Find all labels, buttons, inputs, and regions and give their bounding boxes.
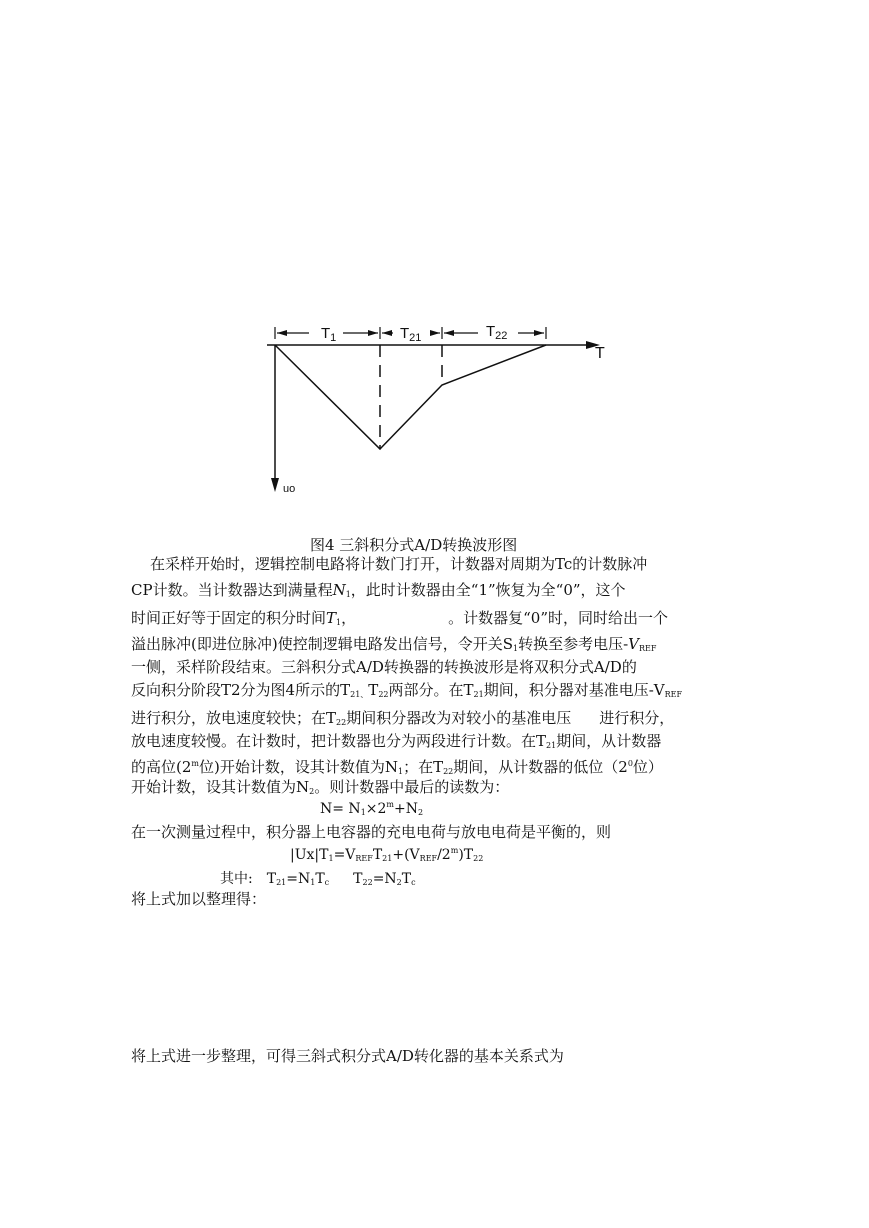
waveform-diagram [255, 300, 615, 515]
label-t22: $T_{22}$ [486, 323, 508, 342]
para1-line7: 进行积分，放电速度较快；在$T_{22}$期间积分器改为对较小的基准电压 进行积分， [131, 709, 675, 727]
para1-line6: 反向积分阶段T2分为图4所示的$T_{21、}T_{22}$两部分。在$T_{21}$期间，积分器对基准电压$-V_{REF}$ [131, 681, 683, 699]
figure-caption: 图4 三斜积分式A/D转换波形图 [310, 536, 518, 554]
dim-arrow [277, 330, 287, 336]
para3-line1: 将上式加以整理得： [131, 890, 267, 908]
formula-charge-balance: $|Ux|T_1=V_{REF}T_{21}+(V_{REF}/2^m)T_{22}$ [290, 846, 484, 863]
dim-arrow [368, 330, 378, 336]
para1-line2: CP计数。当计数器达到满量程$N_1$，此时计数器由全“1”恢复为全“0”，这个 [131, 581, 626, 599]
waveform-figure [255, 300, 615, 515]
para4-line1: 将上式进一步整理，可得三斜式积分式A/D转化器的基本关系式为 [131, 1047, 564, 1065]
label-t1: $T_1$ [321, 325, 337, 344]
uo-axis-arrow [271, 478, 279, 492]
para1-line9: 的高位(2$^m$位)开始计数，设其计数值为$N_1$；在$T_{22}$期间，从计数器的低位（$2^0$位） [131, 758, 663, 776]
para1-line3: 时间正好等于固定的积分时间$T_1$， 。计数器复“0”时，同时给出一个 [131, 609, 669, 627]
dim-arrow [382, 330, 392, 336]
integrator-waveform [275, 345, 546, 449]
dim-arrow [430, 330, 440, 336]
axis-label-uo: uo [283, 483, 296, 495]
formula-where: 其中: $T_{21}=N_1T_c$ $T_{22}=N_2T_c$ [220, 871, 416, 887]
para1-line1: 在采样开始时，逻辑控制电路将计数门打开，计数器对周期为Tc的计数脉冲 [150, 555, 648, 573]
dim-arrow [444, 330, 454, 336]
para1-line10: 开始计数，设其计数值为$N_2$。则计数器中最后的读数为： [131, 778, 510, 796]
para1-line5: 一侧，采样阶段结束。三斜积分式A/D转换器的转换波形是将双积分式A/D的 [131, 658, 637, 676]
formula-count: $N= N_1\times 2^m+N_2$ [320, 800, 424, 817]
axis-label-t: T [595, 345, 605, 362]
para2-line1: 在一次测量过程中，积分器上电容器的充电电荷与放电电荷是平衡的，则 [131, 823, 612, 841]
para1-line4: 溢出脉冲(即进位脉冲)使控制逻辑电路发出信号，令开关$S_1$转换至参考电压$-V_{REF}$ [131, 635, 657, 653]
dim-arrow [534, 330, 544, 336]
para1-line8: 放电速度较慢。在计数时，把计数器也分为两段进行计数。在$T_{21}$期间，从计数器 [131, 732, 662, 750]
label-t21: $T_{21}$ [400, 325, 422, 344]
